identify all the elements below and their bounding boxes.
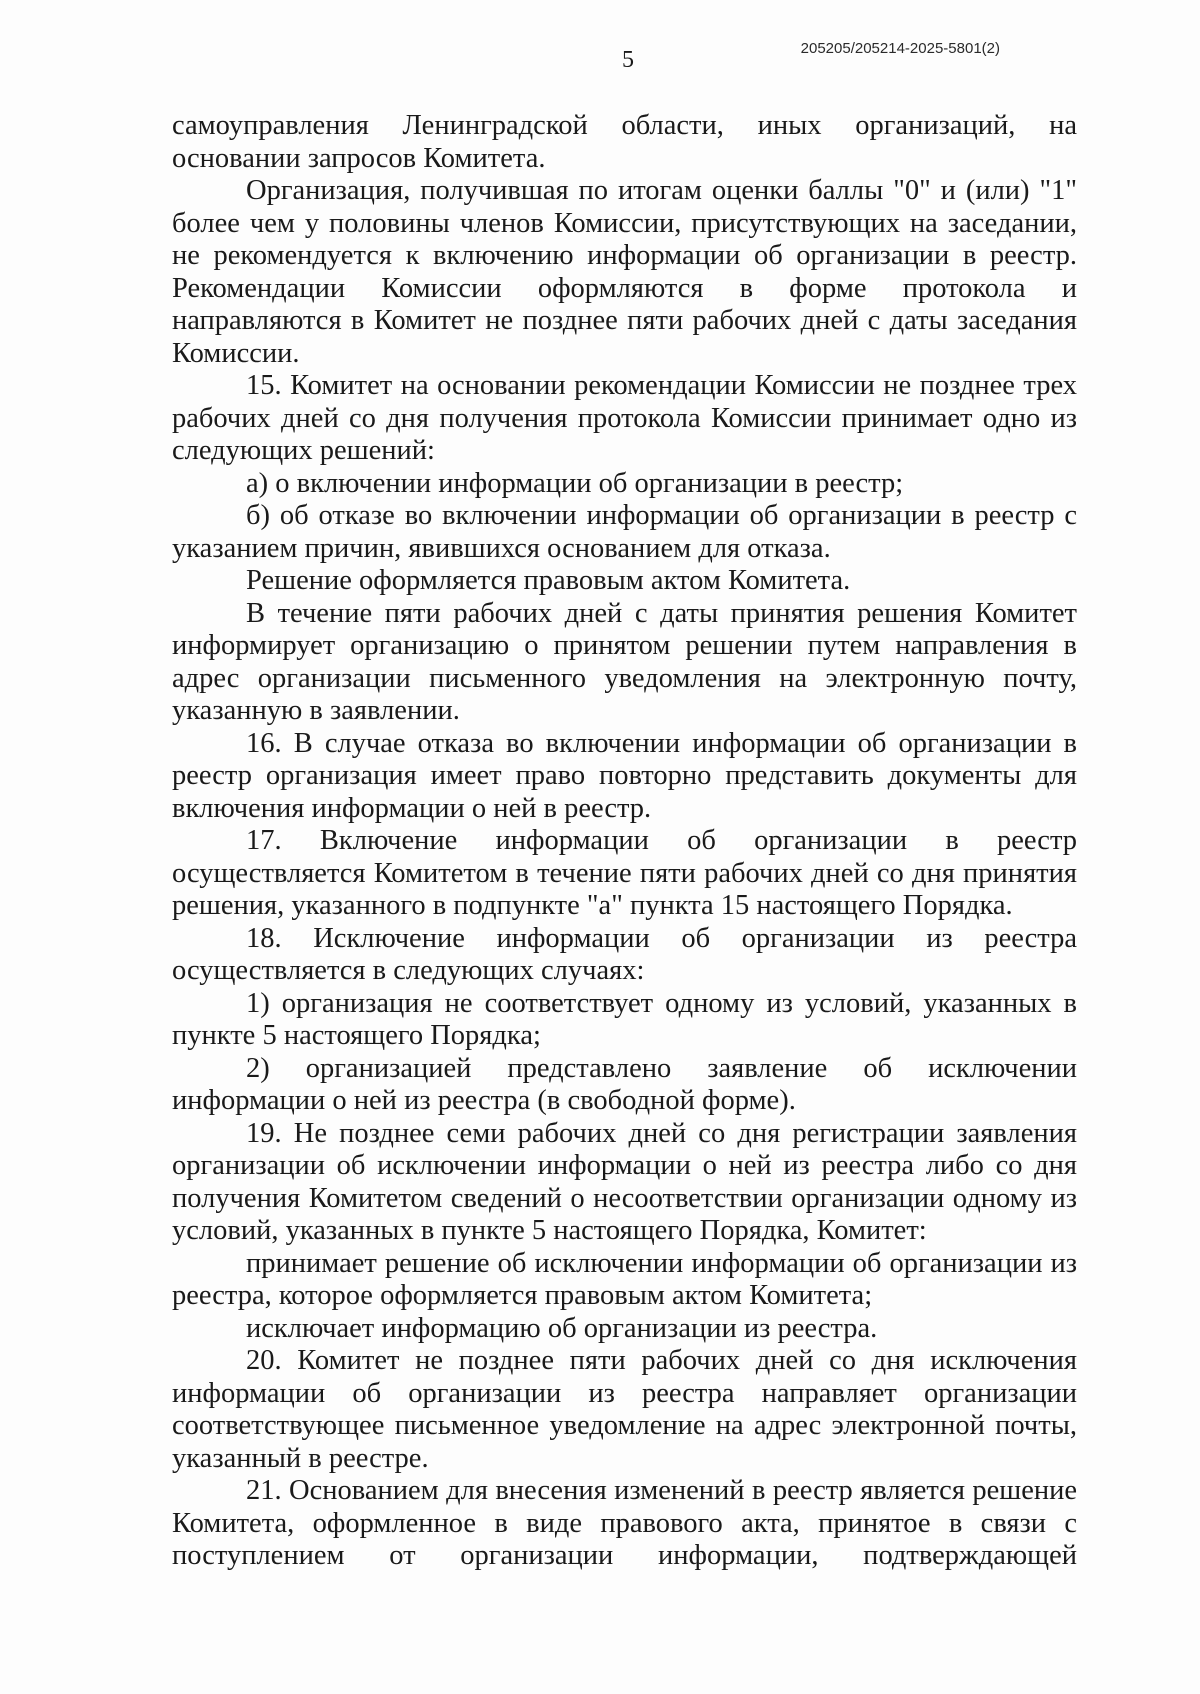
paragraph: принимает решение об исключении информации об организации из реестра, которое оформляется правовым актом Комитета; — [172, 1247, 1077, 1311]
paragraph: 21. Основанием для внесения изменений в реестр является решение Комитета, оформленное в виде правового акта, принятое в связи с поступлением от организации информации, подтверждающей — [172, 1475, 1077, 1571]
paragraph: 19. Не позднее семи рабочих дней со дня регистрации заявления организации об исключении информации о ней из реестра либо со дня получения Комитетом сведений о несоответствии организации одному из условий, указанных в пункте 5 настоящего Порядка, Комитет: — [172, 1117, 1077, 1246]
paragraph: Организация, получившая по итогам оценки баллы "0" и (или) "1" более чем у половины членов Комиссии, присутствующих на заседании, не рекомендуется к включению информации об организации в реестр. Рекомендации Комиссии оформляются в форме протокола и направляются в Комитет не позднее пяти рабочих дней с даты заседания Комиссии. — [172, 175, 1077, 369]
paragraph: 20. Комитет не позднее пяти рабочих дней со дня исключения информации об организации из реестра направляет организации соответствующее письменное уведомление на адрес электронной почты, указанный в реестре. — [172, 1345, 1077, 1474]
paragraph: 16. В случае отказа во включении информации об организации в реестр организация имеет право повторно представить документы для включения информации о ней в реестр. — [172, 727, 1077, 824]
paragraph: В течение пяти рабочих дней с даты принятия решения Комитет информирует организацию о принятом решении путем направления в адрес организации письменного уведомления на электронную почту, указанную в заявлении. — [172, 597, 1077, 726]
list-item: 2) организацией представлено заявление об исключении информации о ней из реестра (в свободной форме). — [172, 1052, 1077, 1116]
list-item: а) о включении информации об организации в реестр; — [246, 467, 904, 499]
paragraph: 18. Исключение информации об организации из реестра осуществляется в следующих случаях: — [172, 922, 1077, 986]
list-item: 1) организация не соответствует одному из условий, указанных в пункте 5 настоящего Порядка; — [172, 987, 1077, 1051]
paragraph: исключает информацию об организации из реестра. — [246, 1312, 878, 1344]
document-body — [172, 110, 1077, 1573]
paragraph: 15. Комитет на основании рекомендации Комиссии не позднее трех рабочих дней со дня получения протокола Комиссии принимает одно из следующих решений: — [172, 370, 1077, 466]
page-number: 5 — [622, 47, 634, 73]
list-item: б) об отказе во включении информации об организации в реестр с указанием причин, явившихся основанием для отказа. — [172, 500, 1077, 564]
paragraph: самоуправления Ленинградской области, иных организаций, на основании запросов Комитета. — [172, 110, 1077, 174]
paragraph: Решение оформляется правовым актом Комитета. — [246, 565, 851, 596]
document-registration-number: 205205/205214-2025-5801(2) — [800, 40, 1000, 57]
paragraph: 17. Включение информации об организации в реестр осуществляется Комитетом в течение пяти рабочих дней со дня принятия решения, указанного в подпункте "а" пункта 15 настоящего Порядка. — [172, 825, 1077, 921]
